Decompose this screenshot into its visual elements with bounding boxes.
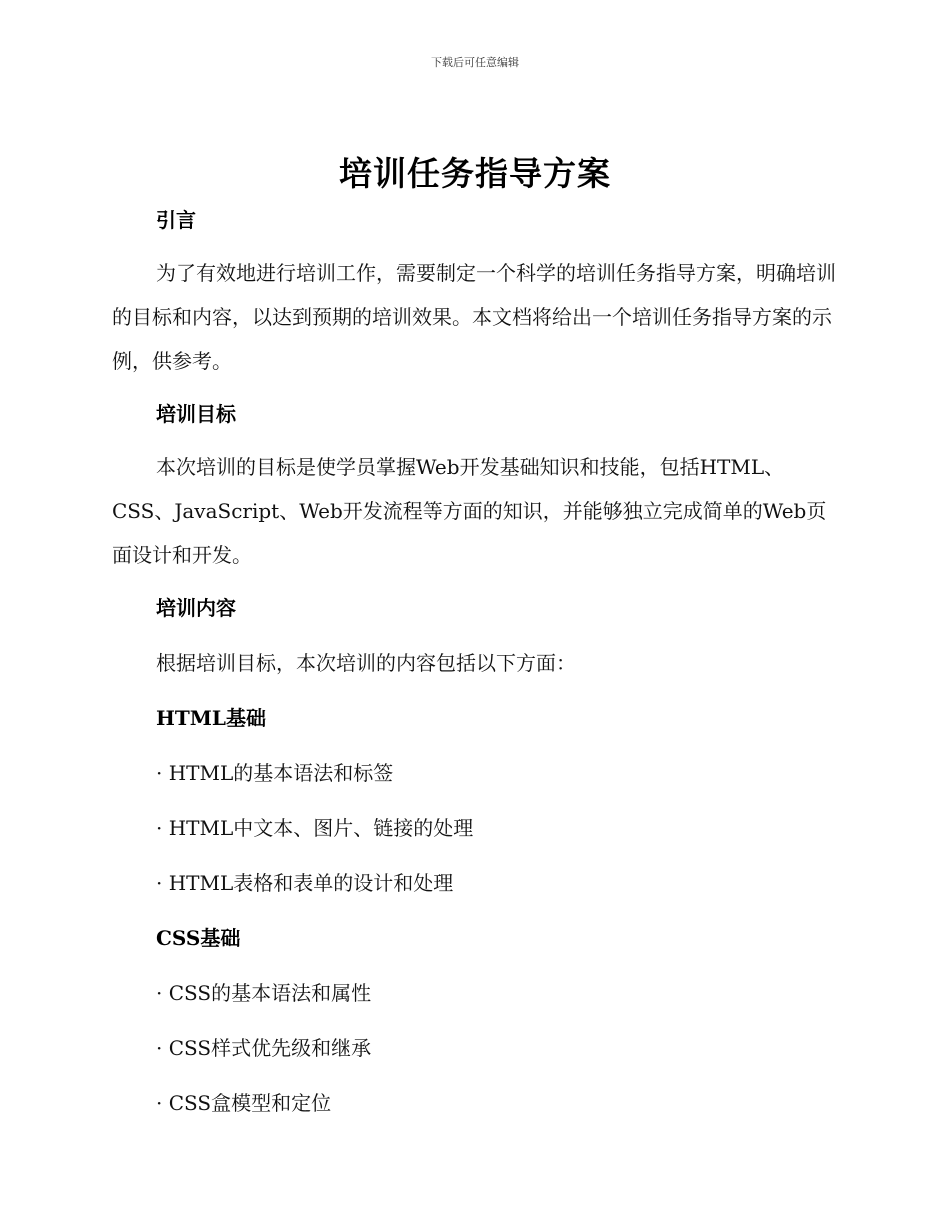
section-heading-content: 培训内容: [156, 596, 236, 620]
subsection-heading-css: CSS基础: [156, 926, 241, 950]
list-item: · CSS样式优先级和继承: [156, 1036, 372, 1060]
subsection-heading-html: HTML基础: [156, 706, 266, 730]
list-item: · HTML中文本、图片、链接的处理: [156, 816, 474, 840]
goal-paragraph: 本次培训的目标是使学员掌握Web开发基础知识和技能，包括HTML、CSS、JavaScript、Web开发流程等方面的知识，并能够独立完成简单的Web页面设计和开发。: [112, 455, 827, 567]
list-item: · HTML表格和表单的设计和处理: [156, 871, 454, 895]
list-item: · CSS盒模型和定位: [156, 1091, 332, 1115]
section-heading-goal: 培训目标: [156, 402, 236, 426]
header-note: 下载后可任意编辑: [431, 56, 519, 69]
list-item: · HTML的基本语法和标签: [156, 761, 394, 785]
document-body: [112, 203, 840, 1120]
document-title: 培训任务指导方案: [339, 154, 611, 193]
section-heading-intro: 引言: [156, 208, 196, 232]
intro-paragraph: 为了有效地进行培训工作，需要制定一个科学的培训任务指导方案，明确培训的目标和内容，以达到预期的培训效果。本文档将给出一个培训任务指导方案的示例，供参考。: [112, 261, 836, 373]
list-item: · CSS的基本语法和属性: [156, 981, 372, 1005]
content-paragraph: 根据培训目标，本次培训的内容包括以下方面：: [156, 651, 576, 675]
